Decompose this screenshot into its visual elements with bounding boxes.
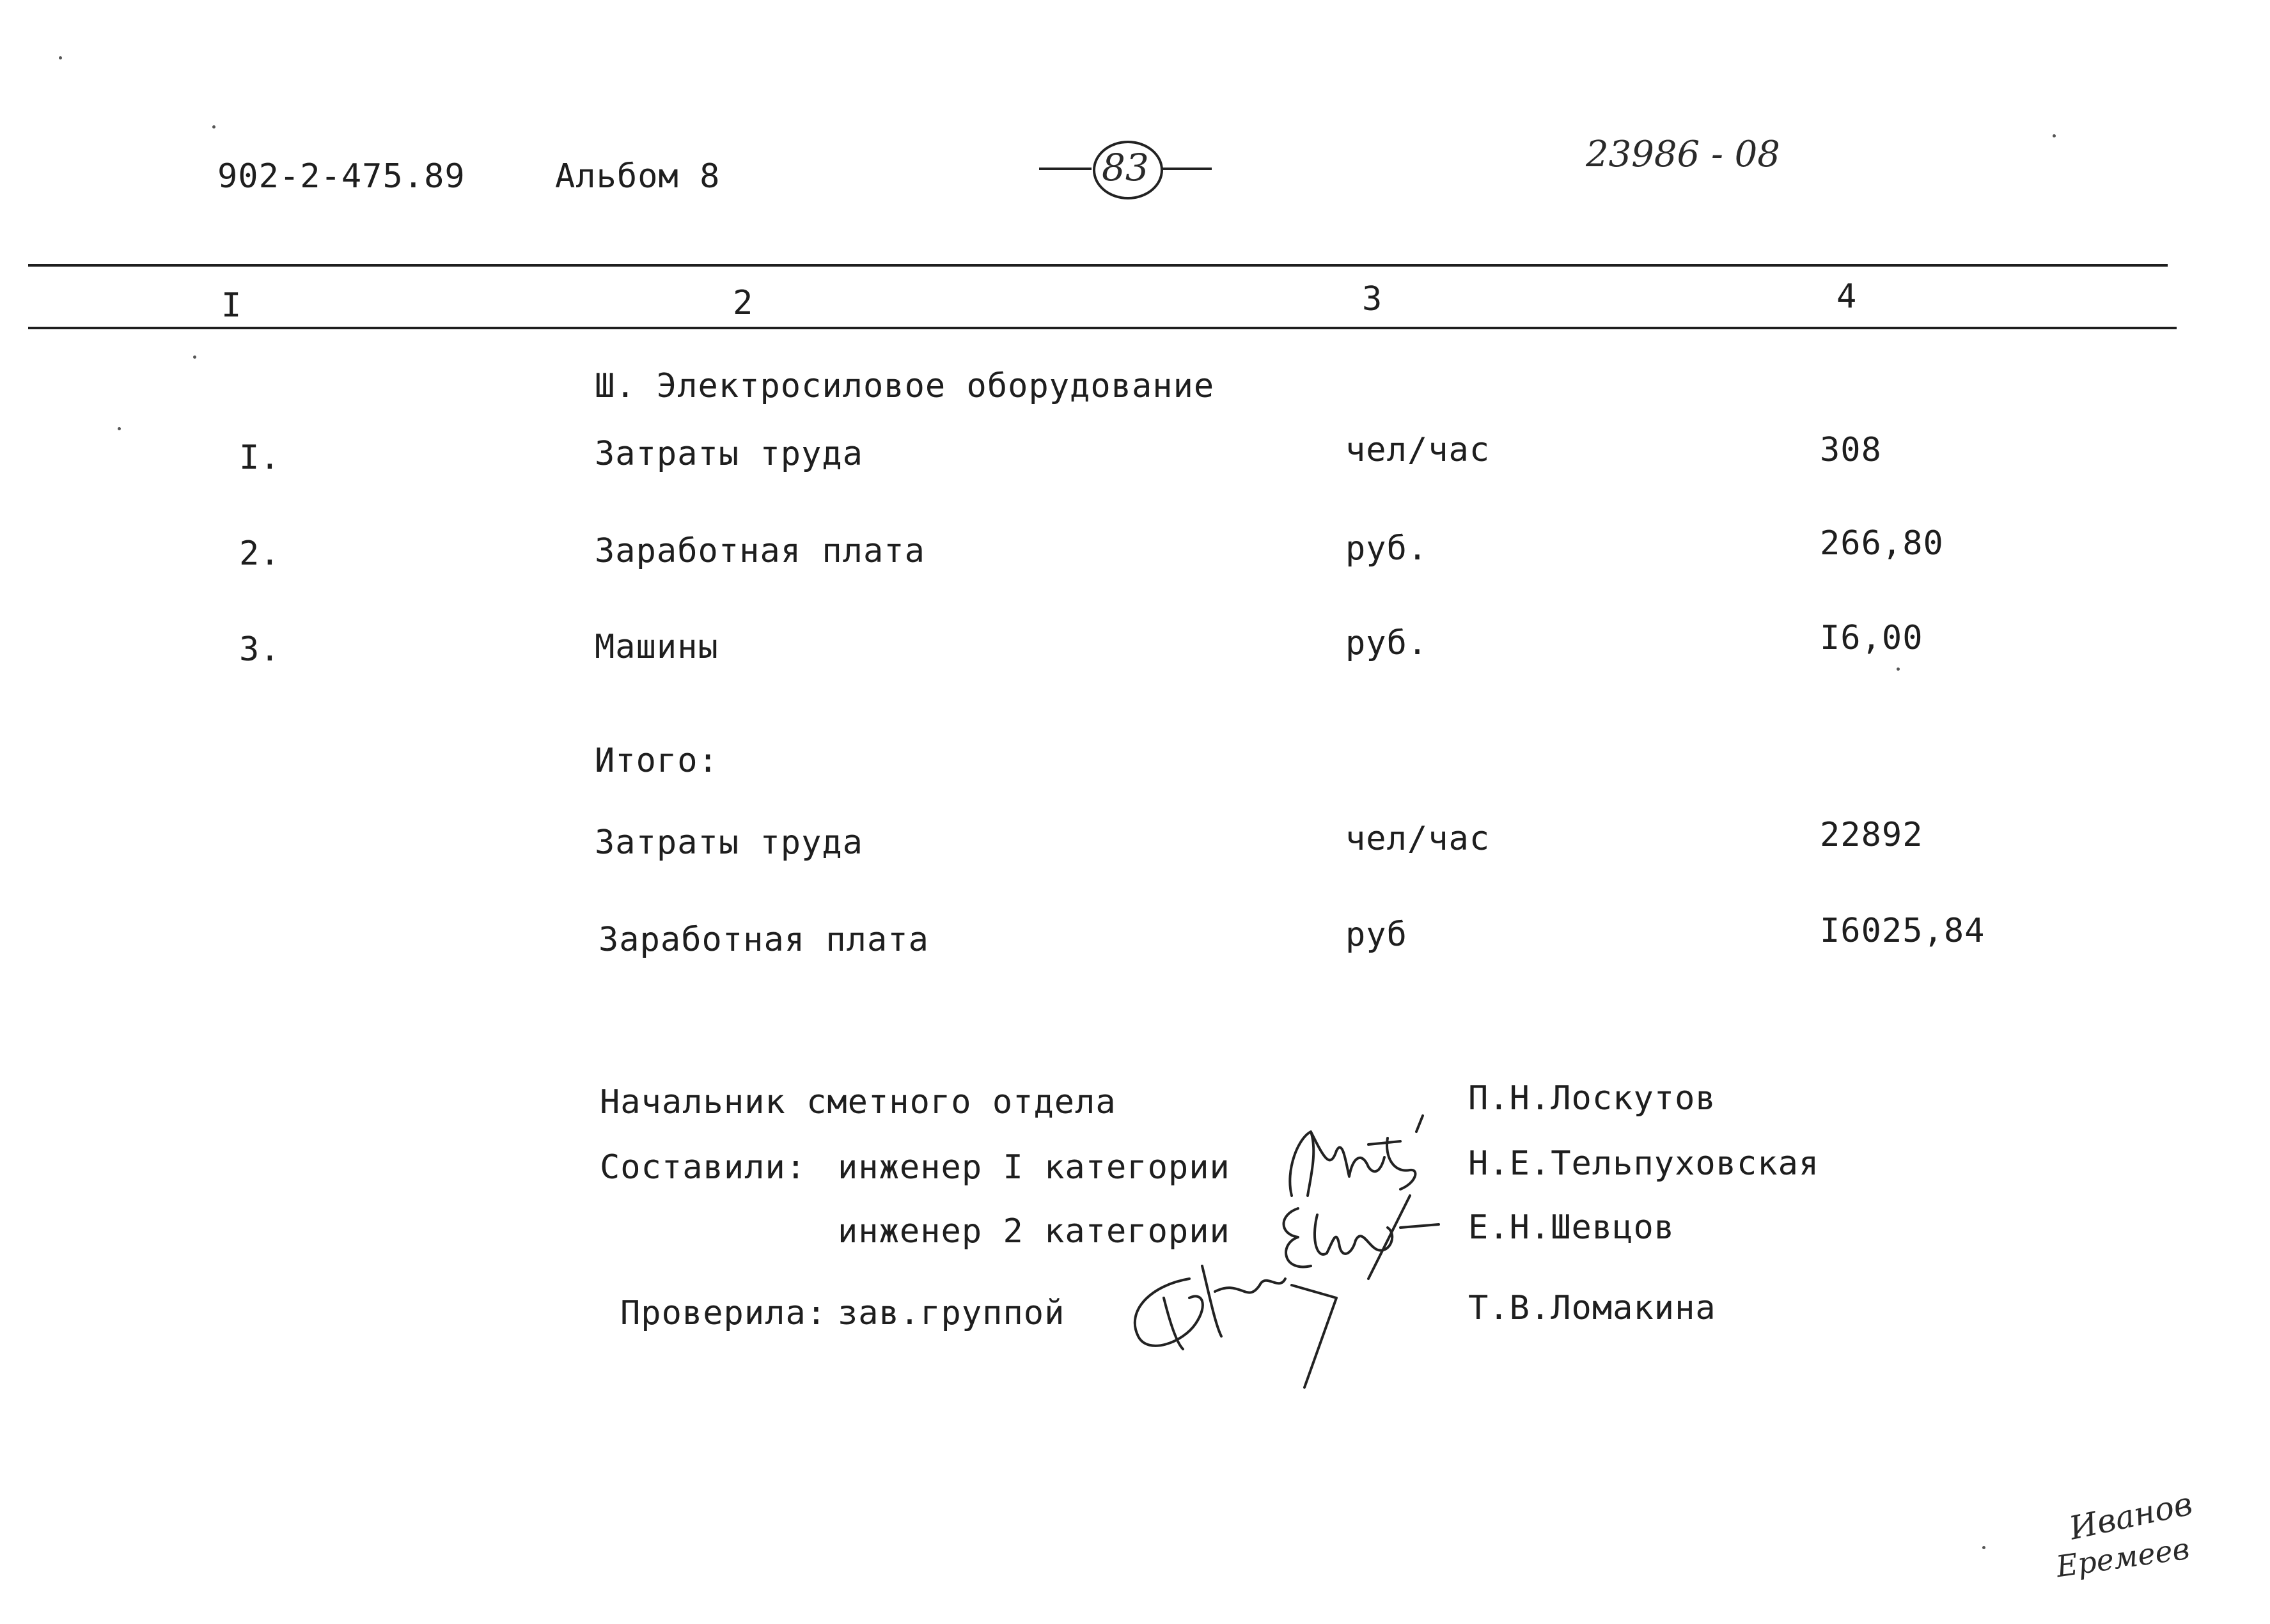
scan-speck: [2053, 134, 2056, 137]
total-2-name: Заработная плата: [599, 921, 929, 959]
total-1-value: 22892: [1820, 816, 1923, 854]
row-3-number: 3.: [239, 630, 281, 669]
engineer-1-name: Н.Е.Тельпуховская: [1468, 1144, 1820, 1183]
page-number-mark: [1039, 136, 1212, 199]
corner-note-line-2: Еремеев: [2054, 1531, 2192, 1584]
total-1-unit: чел/час: [1345, 820, 1491, 858]
page-number-dash-left: [1039, 168, 1092, 170]
row-2-number: 2.: [239, 535, 281, 573]
row-3-unit: руб.: [1345, 624, 1429, 662]
row-1-name: Затраты труда: [595, 435, 863, 473]
row-2-unit: руб.: [1345, 529, 1429, 568]
total-2-unit: руб: [1345, 916, 1407, 954]
column-number-3: 3: [1362, 280, 1383, 318]
total-label: Итого:: [595, 742, 719, 780]
scan-speck: [118, 427, 121, 430]
document-code: 902-2-475.89: [217, 157, 466, 196]
scan-speck: [1982, 1546, 1985, 1549]
row-2-name: Заработная плата: [595, 532, 925, 570]
row-1-value: 308: [1820, 431, 1882, 469]
head-name: П.Н.Лоскутов: [1468, 1079, 1716, 1118]
engineer-1-title: инженер I категории: [838, 1148, 1230, 1187]
section-title: Ш. Электросиловое оборудование: [595, 367, 1215, 405]
row-1-unit: чел/час: [1345, 431, 1491, 469]
scan-speck: [1897, 668, 1900, 671]
scan-speck: [59, 56, 62, 59]
inventory-number: 23986 - 08: [1586, 134, 1780, 175]
page-number: 83: [1102, 146, 1149, 189]
row-3-value: I6,00: [1820, 619, 1923, 657]
table-top-rule: [28, 264, 2168, 267]
column-number-4: 4: [1836, 277, 1858, 316]
checked-label: Проверила:: [620, 1294, 827, 1332]
total-2-value: I6025,84: [1820, 912, 1985, 950]
checker-name: Т.В.Ломакина: [1468, 1289, 1716, 1327]
signature-checker: [1113, 1253, 1356, 1394]
engineer-2-title: инженер 2 категории: [838, 1212, 1230, 1251]
corner-note-line-1: Иванов: [2066, 1485, 2196, 1547]
album-label: Альбом 8: [555, 157, 721, 196]
head-title: Начальник сметного отдела: [600, 1083, 1116, 1121]
compiled-label: Составили:: [600, 1148, 807, 1187]
row-3-name: Машины: [595, 628, 719, 666]
checker-title: зав.группой: [838, 1294, 1065, 1332]
table-header-rule: [28, 327, 2177, 329]
row-1-number: I.: [239, 439, 281, 477]
page-number-dash-right: [1161, 168, 1212, 170]
scan-speck: [193, 355, 196, 359]
row-2-value: 266,80: [1820, 524, 1944, 563]
total-1-name: Затраты труда: [595, 824, 863, 862]
column-number-1: I: [221, 286, 242, 325]
scan-speck: [212, 125, 215, 129]
engineer-2-name: Е.Н.Шевцов: [1468, 1208, 1675, 1247]
column-number-2: 2: [733, 284, 754, 322]
